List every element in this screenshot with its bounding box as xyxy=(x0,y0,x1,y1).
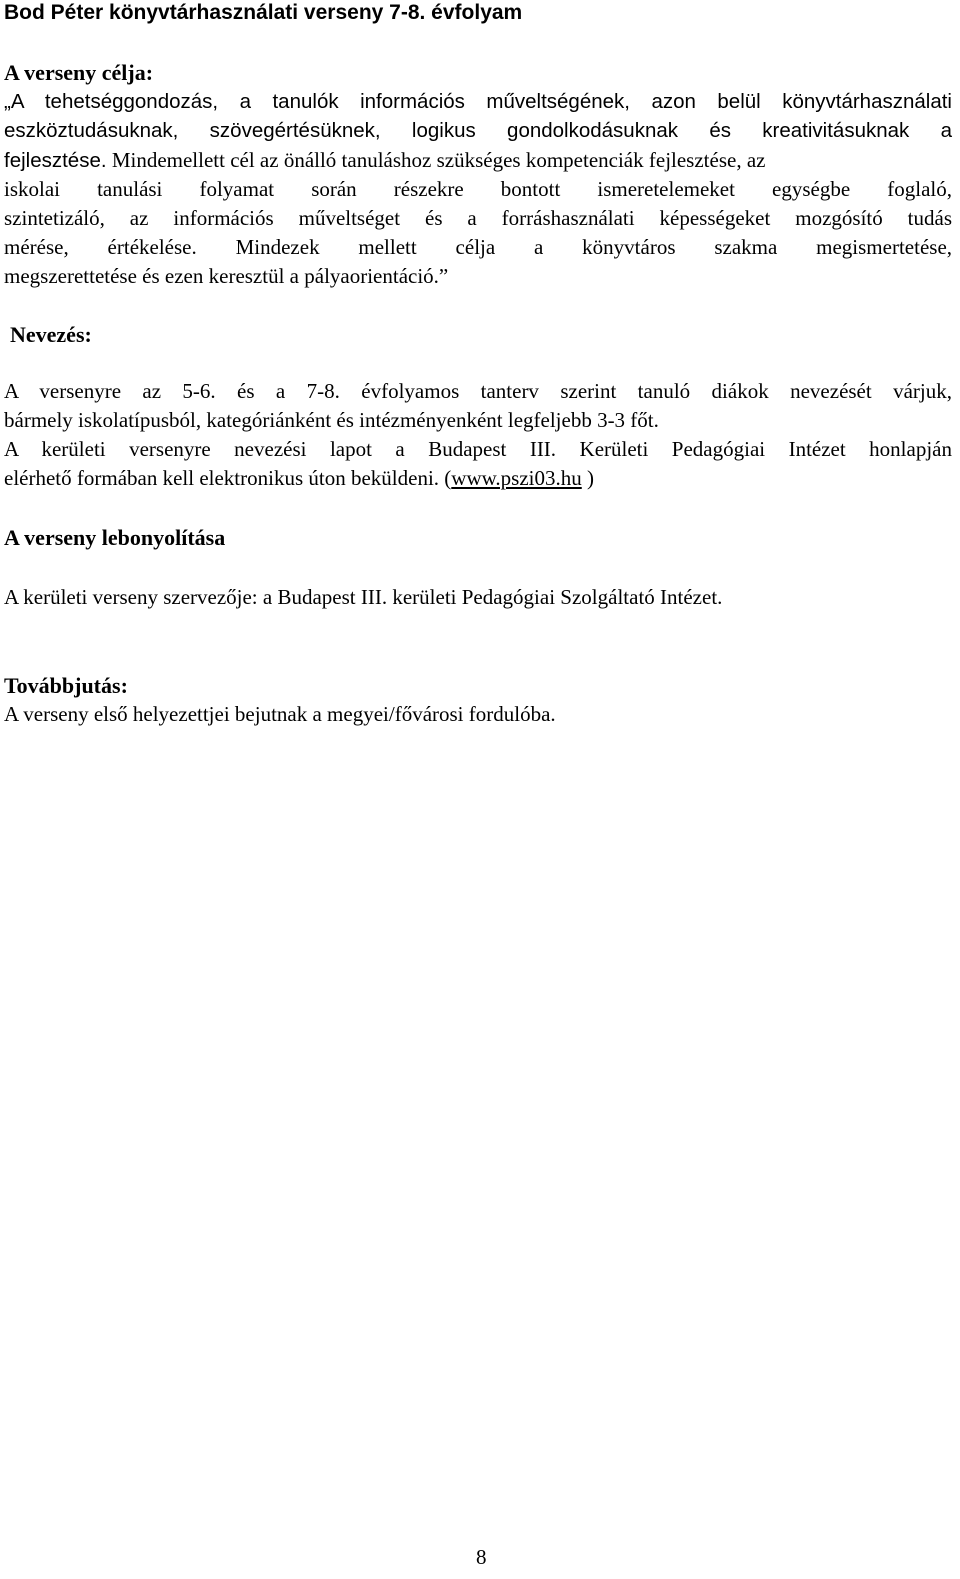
entry-heading: Nevezés: xyxy=(10,322,92,347)
aim-line-6-start: mérése, értékelése. xyxy=(4,235,197,259)
aim-line-6-container xyxy=(4,233,952,261)
aim-line-4: iskolai tanulási folyamat során részekre bontott ismeretelemeket egységbe foglaló, xyxy=(4,177,952,201)
entry-line-1: A versenyre az 5-6. és a 7-8. évfolyamos tanterv szerint tanuló diákok nevezését várjuk, xyxy=(4,379,952,403)
entry-line-4-text: elérhető formában kell elektronikus úton beküldeni. ( xyxy=(4,466,452,490)
advancement-text: A verseny első helyezettjei bejutnak a megyei/fővárosi fordulóba. xyxy=(4,702,556,726)
pszi-website-link[interactable]: www.pszi03.hu xyxy=(451,466,582,490)
organization-heading: A verseny lebonyolítása xyxy=(4,525,226,550)
document-title: Bod Péter könyvtárhasználati verseny 7-8. évfolyam xyxy=(4,1,523,24)
entry-line-2: bármely iskolatípusból, kategóriánként és intézményenként legfeljebb 3-3 főt. xyxy=(4,408,659,432)
aim-heading: A verseny célja: xyxy=(4,60,154,85)
aim-line-3-start: fejlesztése. xyxy=(4,149,107,172)
advancement-heading: Továbbjutás: xyxy=(4,673,128,698)
aim-line-5: szintetizáló, az információs műveltséget és a forráshasználati képességeket mozgósító tudás xyxy=(4,206,952,230)
aim-line-1: „A tehetséggondozás, a tanulók információs műveltségének, azon belül könyvtárhasználati xyxy=(4,90,952,113)
organization-text: A kerületi verseny szervezője: a Budapest III. kerületi Pedagógiai Szolgáltató Intézet. xyxy=(4,585,723,609)
entry-line-4-container xyxy=(4,464,952,492)
page-number: 8 xyxy=(476,1545,487,1569)
aim-line-3-rest: Mindemellett cél az önálló tanuláshoz szükséges kompetenciák fejlesztése, az xyxy=(111,148,766,172)
aim-line-3-container xyxy=(4,146,952,175)
entry-line-4-suffix: ) xyxy=(581,466,594,490)
entry-line-3: A kerületi versenyre nevezési lapot a Budapest III. Kerületi Pedagógiai Intézet honlapján xyxy=(4,437,952,461)
aim-line-7: megszerettetése és ezen keresztül a pályaorientáció.” xyxy=(4,264,449,288)
aim-line-6-rest: Mindezek mellett célja a könyvtáros szakma megismertetése, xyxy=(235,235,953,259)
aim-line-2: eszköztudásuknak, szövegértésüknek, logikus gondolkodásuknak és kreativitásuknak a xyxy=(4,119,952,142)
